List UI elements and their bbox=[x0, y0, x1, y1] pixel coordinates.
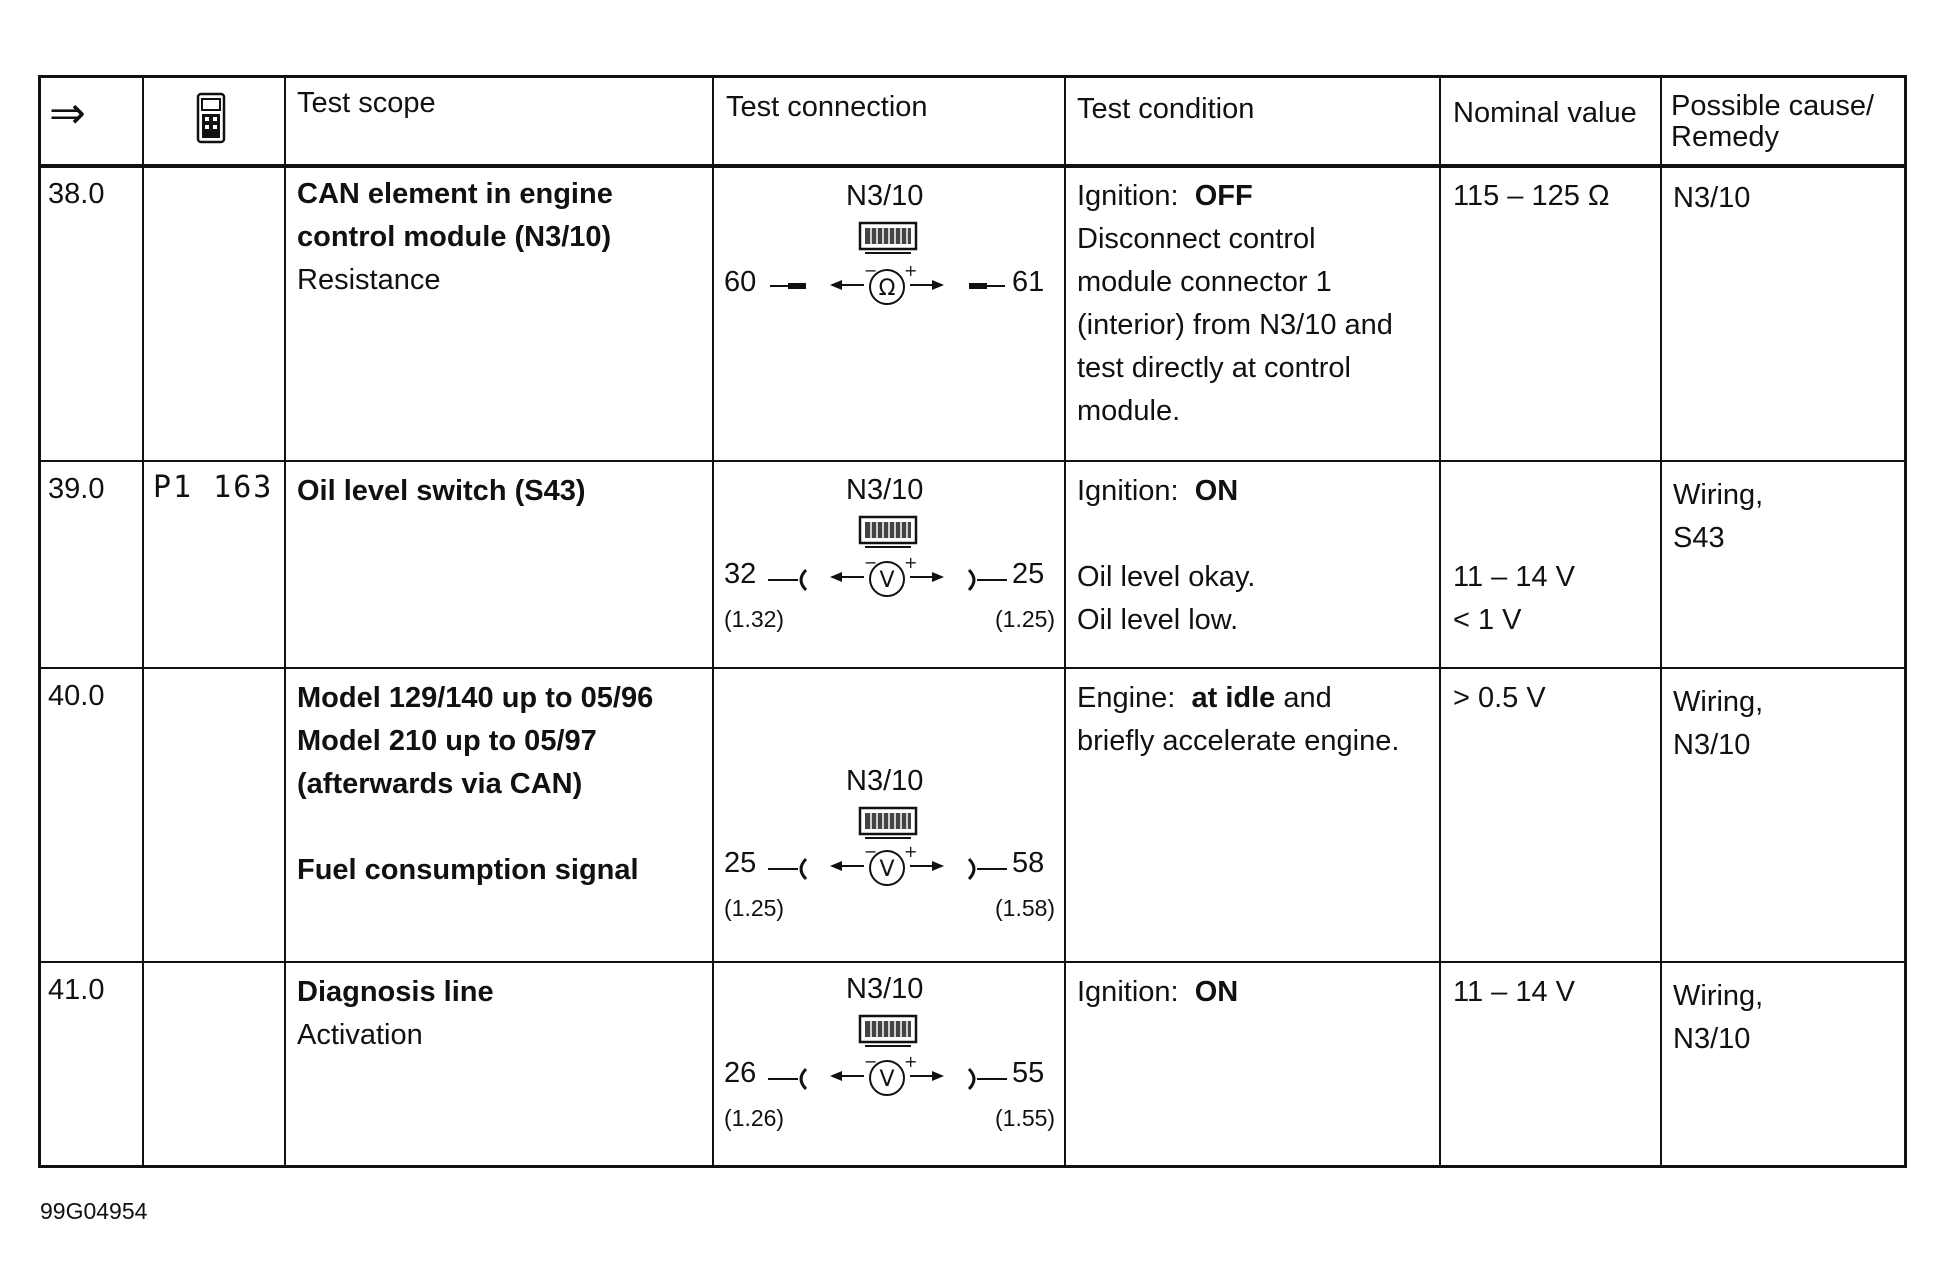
test-connection-diagram bbox=[712, 168, 1064, 458]
connector-label: N3/10 bbox=[846, 973, 924, 1005]
voltmeter-icon bbox=[828, 554, 946, 600]
test-connection-diagram bbox=[712, 669, 1064, 961]
pin-left: 60 bbox=[724, 266, 757, 298]
header-test-scope: Test scope bbox=[297, 87, 436, 119]
pin-left-ref: (1.26) bbox=[724, 1105, 785, 1131]
col-divider bbox=[1660, 78, 1662, 1165]
pin-left-ref: (1.25) bbox=[724, 895, 785, 921]
pin-right: 61 bbox=[1012, 266, 1045, 298]
row-remedy: N3/10 bbox=[1673, 182, 1751, 214]
header-test-connection: Test connection bbox=[726, 91, 928, 123]
probe-left-icon bbox=[766, 1065, 808, 1093]
row-nominal-value: > 0.5 V bbox=[1453, 682, 1546, 714]
row-nominal-value: 115 – 125 Ω bbox=[1453, 180, 1610, 212]
row-step: 39.0 bbox=[48, 473, 105, 505]
row-remedy: Wiring, N3/10 bbox=[1673, 980, 1764, 1055]
header-nominal-value: Nominal value bbox=[1453, 97, 1637, 129]
tester-device-icon bbox=[196, 92, 226, 157]
probe-right-icon bbox=[967, 566, 1009, 594]
pin-right: 55 bbox=[1012, 1057, 1045, 1089]
svg-text:+: + bbox=[904, 262, 918, 280]
row-nominal-value: 11 – 14 V bbox=[1453, 976, 1576, 1008]
row-test-condition: Ignition: OFF Disconnect control module connector 1 (interior) from N3/10 and test directly at control module. bbox=[1077, 180, 1393, 427]
row-step: 38.0 bbox=[48, 178, 105, 210]
row-test-scope: Model 129/140 up to 05/96 Model 210 up to 05/97 (afterwards via CAN) Fuel consumption signal bbox=[297, 682, 654, 886]
row-remedy: Wiring, S43 bbox=[1673, 479, 1764, 554]
figure-id: 99G04954 bbox=[40, 1198, 148, 1224]
svg-text:+: + bbox=[904, 554, 918, 572]
socket-left-icon bbox=[768, 280, 808, 292]
connector-label: N3/10 bbox=[846, 474, 924, 506]
connector-label: N3/10 bbox=[846, 765, 924, 797]
header-test-condition: Test condition bbox=[1077, 93, 1255, 125]
svg-text:−: − bbox=[864, 554, 878, 572]
svg-text:+: + bbox=[904, 843, 918, 861]
svg-text:−: − bbox=[864, 843, 878, 861]
pin-right: 58 bbox=[1012, 847, 1045, 879]
test-table bbox=[38, 75, 1907, 1168]
voltmeter-icon bbox=[828, 1053, 946, 1099]
connector-label: N3/10 bbox=[846, 180, 924, 212]
row-step: 41.0 bbox=[48, 974, 105, 1006]
pin-right-ref: (1.25) bbox=[995, 606, 1056, 632]
col-divider bbox=[1439, 78, 1441, 1165]
connector-icon bbox=[857, 1013, 919, 1049]
connector-icon bbox=[857, 805, 919, 841]
svg-text:−: − bbox=[864, 1053, 878, 1071]
pin-left: 25 bbox=[724, 847, 757, 879]
svg-text:V: V bbox=[879, 1067, 895, 1092]
connector-icon bbox=[857, 220, 919, 256]
row-test-condition: Ignition: ON Oil level okay. Oil level low. bbox=[1077, 475, 1256, 636]
row-fault-code: P1 163 bbox=[153, 470, 274, 505]
svg-text:V: V bbox=[879, 568, 895, 593]
row-test-scope: Diagnosis line Activation bbox=[297, 976, 494, 1051]
probe-left-icon bbox=[766, 566, 808, 594]
pin-right: 25 bbox=[1012, 558, 1045, 590]
svg-text:Ω: Ω bbox=[878, 276, 896, 301]
row-remedy: Wiring, N3/10 bbox=[1673, 686, 1764, 761]
header-arrow: ⇒ bbox=[49, 89, 86, 138]
svg-text:V: V bbox=[879, 857, 895, 882]
col-divider bbox=[1064, 78, 1066, 1165]
pin-left: 32 bbox=[724, 558, 757, 590]
test-connection-diagram bbox=[712, 963, 1064, 1168]
pin-right-ref: (1.58) bbox=[995, 895, 1056, 921]
col-divider bbox=[284, 78, 286, 1165]
probe-right-icon bbox=[967, 855, 1009, 883]
ohmmeter-icon bbox=[828, 262, 946, 308]
test-connection-diagram bbox=[712, 462, 1064, 667]
row-step: 40.0 bbox=[48, 680, 105, 712]
row-test-condition: Engine: at idle and briefly accelerate engine. bbox=[1077, 682, 1400, 757]
row-test-condition: Ignition: ON bbox=[1077, 976, 1239, 1008]
pin-left: 26 bbox=[724, 1057, 757, 1089]
header-possible-cause: Possible cause/ Remedy bbox=[1671, 90, 1875, 153]
row-nominal-value: 11 – 14 V < 1 V bbox=[1453, 561, 1576, 636]
probe-right-icon bbox=[967, 1065, 1009, 1093]
connector-icon bbox=[857, 514, 919, 550]
probe-left-icon bbox=[766, 855, 808, 883]
row-test-scope: Oil level switch (S43) bbox=[297, 475, 586, 507]
svg-text:+: + bbox=[904, 1053, 918, 1071]
socket-right-icon bbox=[967, 280, 1007, 292]
svg-text:−: − bbox=[864, 262, 878, 280]
pin-left-ref: (1.32) bbox=[724, 606, 785, 632]
row-test-scope: CAN element in engine control module (N3/10) Resistance bbox=[297, 178, 613, 296]
voltmeter-icon bbox=[828, 843, 946, 889]
col-divider bbox=[142, 78, 144, 1165]
pin-right-ref: (1.55) bbox=[995, 1105, 1056, 1131]
